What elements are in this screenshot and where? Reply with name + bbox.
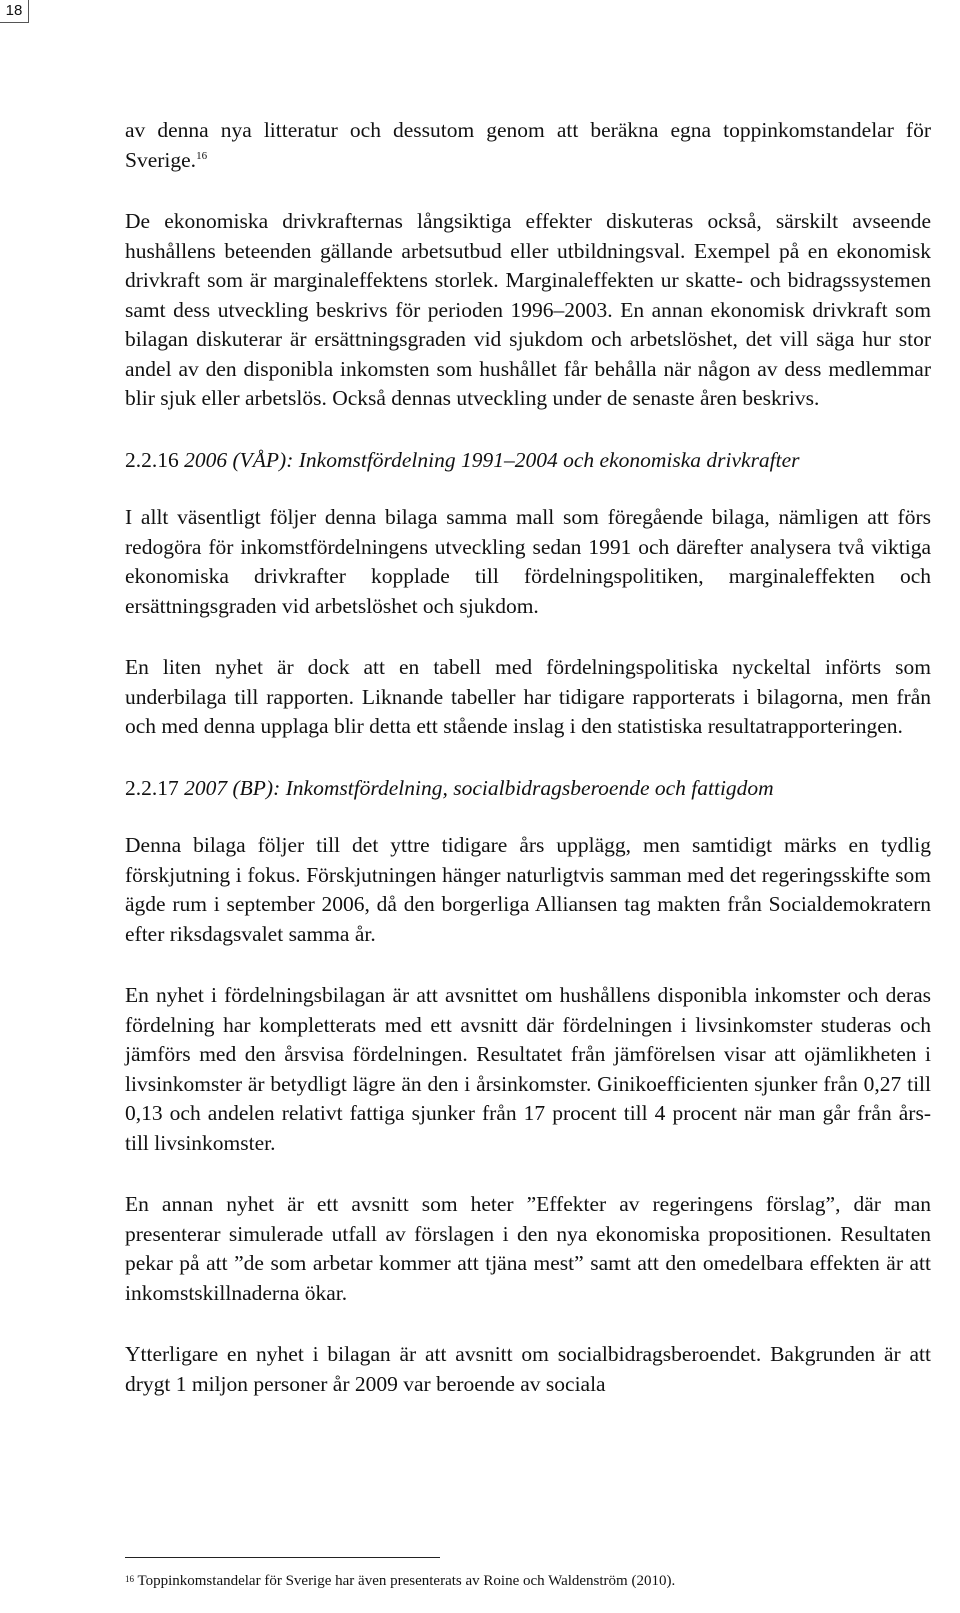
- paragraph-2: De ekonomiska drivkrafternas långsiktiga effekter diskuteras också, särskilt avseende hushållens beteenden gällande arbetsutbud eller utbildningsval. Exempel på en ekonomisk drivkraft som är marginaleffektens storlek. Marginaleffekten ur skatte- och bidragssystemen samt dess utveckling beskrivs för perioden 1996–2003. En annan ekonomisk drivkraft som bilagan diskuterar är ersättningsgraden vid sjukdom och arbetslöshet, det vill säga hur stor andel av den disponibla inkomsten som hushållet får behålla när någon av dess medlemmar blir sjuk eller arbetslös. Också dennas utveckling under de senaste åren beskrivs.: [125, 209, 931, 410]
- footnote-marker: 16: [125, 1574, 134, 1584]
- footnote-separator: [125, 1557, 440, 1558]
- section-title: 2007 (BP): Inkomstfördelning, socialbidragsberoende och fattigdom: [184, 775, 774, 800]
- paragraph-1: [125, 116, 931, 175]
- footnote-reference: 16: [196, 149, 208, 162]
- footnote-text: Toppinkomstandelar för Sverige har även presenterats av Roine och Waldenström (2010).: [137, 1573, 676, 1589]
- paragraph-1-text: av denna nya litteratur och dessutom genom att beräkna egna toppinkomstandelar för Sverige.: [125, 118, 931, 172]
- paragraph-3: I allt väsentligt följer denna bilaga samma mall som föregående bilaga, nämligen att förs redogöra för inkomstfördelningens utveckling sedan 1991 och därefter analysera två viktiga ekonomiska drivkrafter kopplade till fördelningspolitiken, marginaleffekten och ersättningsgraden vid arbetslöshet och sjukdom.: [125, 505, 931, 618]
- section-heading-2-2-17: [125, 774, 931, 804]
- paragraph-8: Ytterligare en nyhet i bilagan är att avsnitt om socialbidragsberoendet. Bakgrunden är att drygt 1 miljon personer år 2009 var beroende av sociala: [125, 1342, 931, 1396]
- paragraph-4: En liten nyhet är dock att en tabell med fördelningspolitiska nyckeltal införts som underbilaga till rapporten. Liknande tabeller har tidigare rapporterats i bilagorna, men från och med denna upplaga blir detta ett stående inslag i den statistiska resultatrapporteringen.: [125, 655, 931, 738]
- paragraph-7: En annan nyhet är ett avsnitt som heter ”Effekter av regeringens förslag”, där man presenterar simulerade utfall av förslagen i den nya ekonomiska propositionen. Resultaten pekar på att ”de som arbetar kommer att tjäna mest” samt att den omedelbara effekten är att inkomstskillnaderna ökar.: [125, 1192, 931, 1305]
- page-number: 18: [0, 0, 29, 23]
- section-number: 2.2.17: [125, 775, 179, 800]
- paragraph-6: En nyhet i fördelningsbilagan är att avsnittet om hushållens disponibla inkomster och deras fördelning har kompletterats med ett avsnitt där fördelningen i livsinkomster studeras och jämförs med den årsvisa fördelningen. Resultatet från jämförelsen visar att ojämlikheten i livsinkomster är betydligt lägre än den i årsinkomster. Ginikoefficienten sjunker från 0,27 till 0,13 och andelen relativt fattiga sjunker från 17 procent till 4 procent när man går från års- till livsinkomster.: [125, 983, 931, 1155]
- paragraph-5: Denna bilaga följer till det yttre tidigare års upplägg, men samtidigt märks en tydlig förskjutning i fokus. Förskjutningen hänger naturligtvis samman med det regeringsskifte som ägde rum i september 2006, då den borgerliga Alliansen tag makten från Socialdemokratern efter riksdagsvalet samma år.: [125, 833, 931, 946]
- section-title: 2006 (VÅP): Inkomstfördelning 1991–2004 och ekonomiska drivkrafter: [184, 447, 800, 472]
- section-number: 2.2.16: [125, 447, 179, 472]
- footnote: [125, 1571, 675, 1591]
- section-heading-2-2-16: [125, 446, 931, 476]
- document-body: [125, 116, 931, 1399]
